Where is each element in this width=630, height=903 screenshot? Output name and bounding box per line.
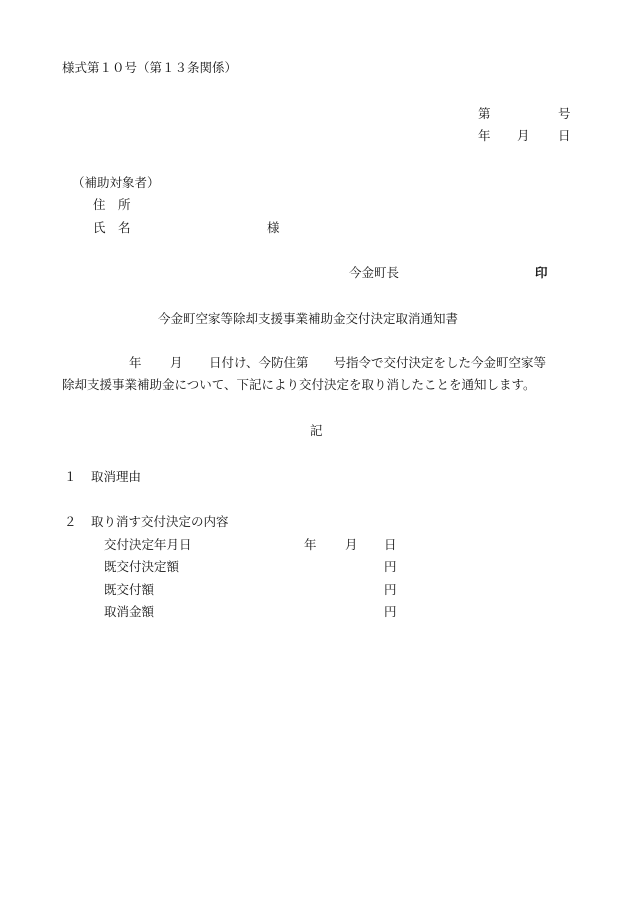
- amount-row-unit: 円: [384, 559, 397, 574]
- amount-row-unit: 円: [384, 604, 397, 619]
- doc-number-suffix: 号: [558, 106, 571, 121]
- ki-heading: 記: [310, 423, 323, 438]
- honorific: 様: [267, 220, 280, 235]
- amount-row-unit: 円: [384, 582, 397, 597]
- amount-row-label: 既交付額: [104, 582, 155, 597]
- doc-number-prefix: 第: [478, 106, 491, 121]
- amount-row-label: 既交付決定額: [104, 559, 180, 574]
- name-label: 氏 名: [93, 220, 131, 235]
- decision-date-label: 交付決定年月日: [104, 537, 192, 552]
- body-month: 月: [170, 355, 183, 370]
- document-title: 今金町空家等除却支援事業補助金交付決定取消通知書: [158, 311, 459, 326]
- decision-date-year: 年: [304, 537, 317, 552]
- issuer-title: 今金町長: [349, 265, 400, 280]
- item1-label: 取消理由: [91, 469, 142, 484]
- form-label: 様式第１０号（第１３条関係）: [62, 60, 238, 75]
- decision-date-day: 日: [384, 537, 397, 552]
- amount-row-label: 取消金額: [104, 604, 155, 619]
- doc-date-year: 年: [478, 128, 491, 143]
- body-year: 年: [129, 355, 142, 370]
- doc-date-day: 日: [558, 128, 571, 143]
- body-line-2: 除却支援事業補助金について、下記により交付決定を取り消したことを通知します。: [62, 377, 536, 392]
- recipient-heading: （補助対象者）: [72, 175, 160, 190]
- seal-mark: 印: [535, 265, 548, 280]
- address-label: 住 所: [93, 197, 131, 212]
- doc-date-month: 月: [517, 128, 530, 143]
- item1-number: １: [64, 469, 77, 484]
- body-line-1: 日付け、今防住第 号指令で交付決定をした今金町空家等: [209, 355, 547, 370]
- item2-number: ２: [64, 514, 77, 529]
- decision-date-month: 月: [345, 537, 358, 552]
- item2-label: 取り消す交付決定の内容: [91, 514, 229, 529]
